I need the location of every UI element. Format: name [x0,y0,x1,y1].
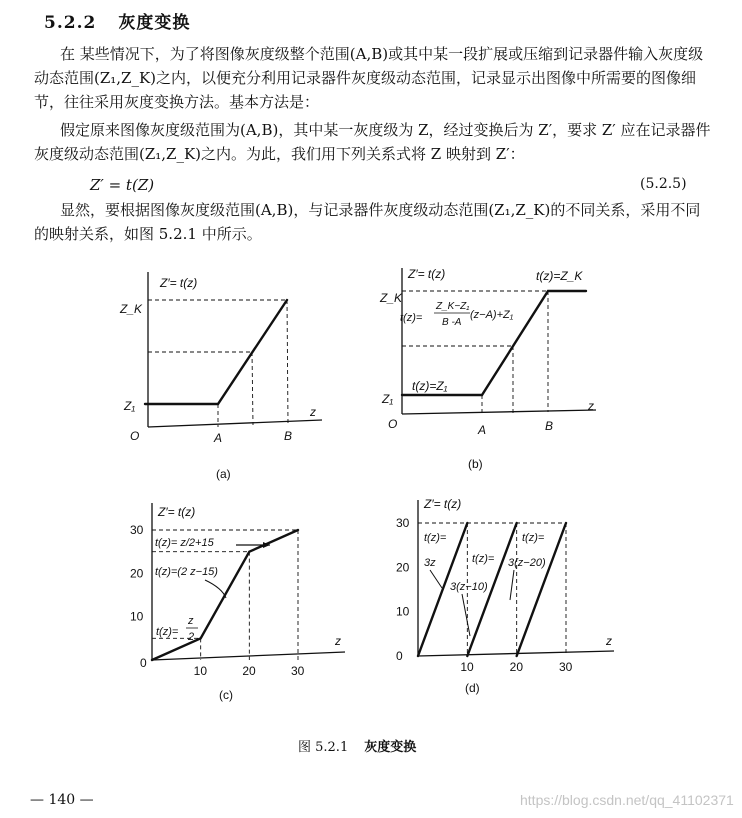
panel-b-ann-mid: t(z)= [400,312,423,324]
panel-d-ylabel: Z′= t(z) [424,497,462,511]
figure-caption [298,736,416,755]
panel-c-ytick: 30 [130,523,144,537]
panel-d-xtick: 30 [559,660,573,674]
panel-b-ann-low: t(z)=Z₁ [412,379,448,393]
panel-c-xtick: 20 [242,664,256,678]
paragraph-2: 假定原来图像灰度级范围为(A,B)，其中某一灰度级为 Z，经过变换后为 Z′，要求 Z′ 应在记录器件灰度级动态范围(Z₁,Z_K)之内。为此，我们用下列关系式将 Z 映射到 Z′： [34,121,711,163]
panel-a-dash-b [287,300,288,424]
panel-b-ann-high: t(z)=Z_K [536,269,583,283]
panel-d-ytick: 0 [396,649,403,663]
panel-d-ann-l1b: 3z [424,557,436,569]
panel-c-ytick: 20 [130,566,144,581]
figure-number: 图 5.2.1 [298,740,349,755]
panel-c-ann-seg1-den: 2 [188,631,195,643]
equation: Z′ = t(Z) [90,176,155,194]
panel-c-xlabel: z [335,634,341,648]
panel-a-caption: (a) [216,467,231,481]
panel-c-xtick: 10 [193,664,208,678]
panel-d-ann-l2a: t(z)= [472,553,495,565]
watermark: https://blog.csdn.net/qq_41102371 [520,792,734,808]
panel-c-ann-seg1-num: z [188,615,194,627]
panel-a-ylabel: Z′= t(z) [160,276,198,290]
panel-d-xtick: 20 [509,660,524,674]
panel-d-ann-l3b: 3(z−20) [508,557,546,569]
paragraph-1: 在 某些情况下，为了将图像灰度级整个范围(A,B)或其中某一段扩展或压缩到记录器件输入灰度级动态范围(Z₁,Z_K)之内，以便充分利用记录器件灰度级动态范围，记录显示出图像中所需要的图像细节，往往采用灰度变换方法。基本方法是： [34,45,704,111]
panel-b-tick-b: B [545,419,554,433]
panel-d-ytick: 20 [396,560,410,575]
panel-c-ytick: 10 [130,609,144,624]
panel-d-arrow-2 [462,594,470,636]
panel-d-ann-l1a: t(z)= [424,532,447,544]
panel-d-caption: (d) [465,681,480,695]
panel-d-ytick: 30 [396,516,410,530]
section-title: 灰度变换 [118,13,191,33]
panel-d-ann-l2b: 3(z−10) [450,581,488,593]
panel-b-ann-mid-rest: (z−A)+Z₁ [470,309,514,321]
panel-c-origin: 0 [140,656,147,670]
panel-c-ylabel: Z′= t(z) [158,505,196,519]
panel-c-arrow-seg2 [205,580,226,598]
panel-b-tick-zk: Z_K [380,291,403,305]
panel-a-origin: O [130,429,140,443]
figure-title: 灰度变换 [364,740,417,755]
panel-b-ann-frac-den: B -A [442,317,462,328]
panel-c-ann-seg3: t(z)= z/2+15 [155,537,214,549]
panel-a [119,272,322,481]
panel-b-tick-z1: Z₁ [382,392,394,406]
paragraph-3: 显然，要根据图像灰度级范围(A,B)，与记录器件灰度级动态范围(Z₁,Z_K)的不同关系，采用不同的映射关系，如图 5.2.1 中所示。 [34,201,701,243]
panel-b-caption: (b) [468,457,483,471]
panel-a-tick-z1: Z₁ [124,399,136,413]
panel-c-xtick: 30 [291,664,305,678]
panel-c [130,503,345,702]
panel-a-tick-b: B [284,429,293,443]
page-number: — 140 — [30,792,94,808]
panel-d-arrow-3 [510,570,514,600]
panel-b-ann-frac-num: Z_K−Z₁ [436,301,470,312]
panel-d-ann-l3a: t(z)= [522,532,545,544]
panel-b-ylabel: Z′= t(z) [408,267,446,281]
panel-a-dash-midx [252,352,253,425]
panel-d-xtick: 10 [460,660,474,674]
panel-c-x-axis [152,652,345,660]
panel-d-xlabel: z [606,634,612,648]
panel-a-tick-a: A [214,431,223,445]
panel-c-caption: (c) [219,688,233,702]
panel-b-xlabel: z [588,399,594,413]
panel-a-x-axis [148,420,322,427]
panel-a-tick-zk: Z_K [120,302,143,316]
panel-d-arrow-1 [430,570,442,588]
panel-b-tick-a: A [478,423,487,437]
panel-a-xlabel: z [310,405,316,419]
panel-c-ann-seg2: t(z)=(2 z−15) [155,566,218,578]
panel-b-origin: O [388,417,398,431]
panel-c-ann-seg1-pre: t(z)= [156,626,179,638]
panel-b-x-axis [402,410,596,414]
panel-d-ytick: 10 [396,604,410,619]
panel-d [396,497,614,695]
section-number: 5.2.2 [44,13,97,33]
equation-number: (5.2.5) [640,176,687,192]
panel-a-mapping-line [145,300,287,404]
panel-b [379,267,596,471]
